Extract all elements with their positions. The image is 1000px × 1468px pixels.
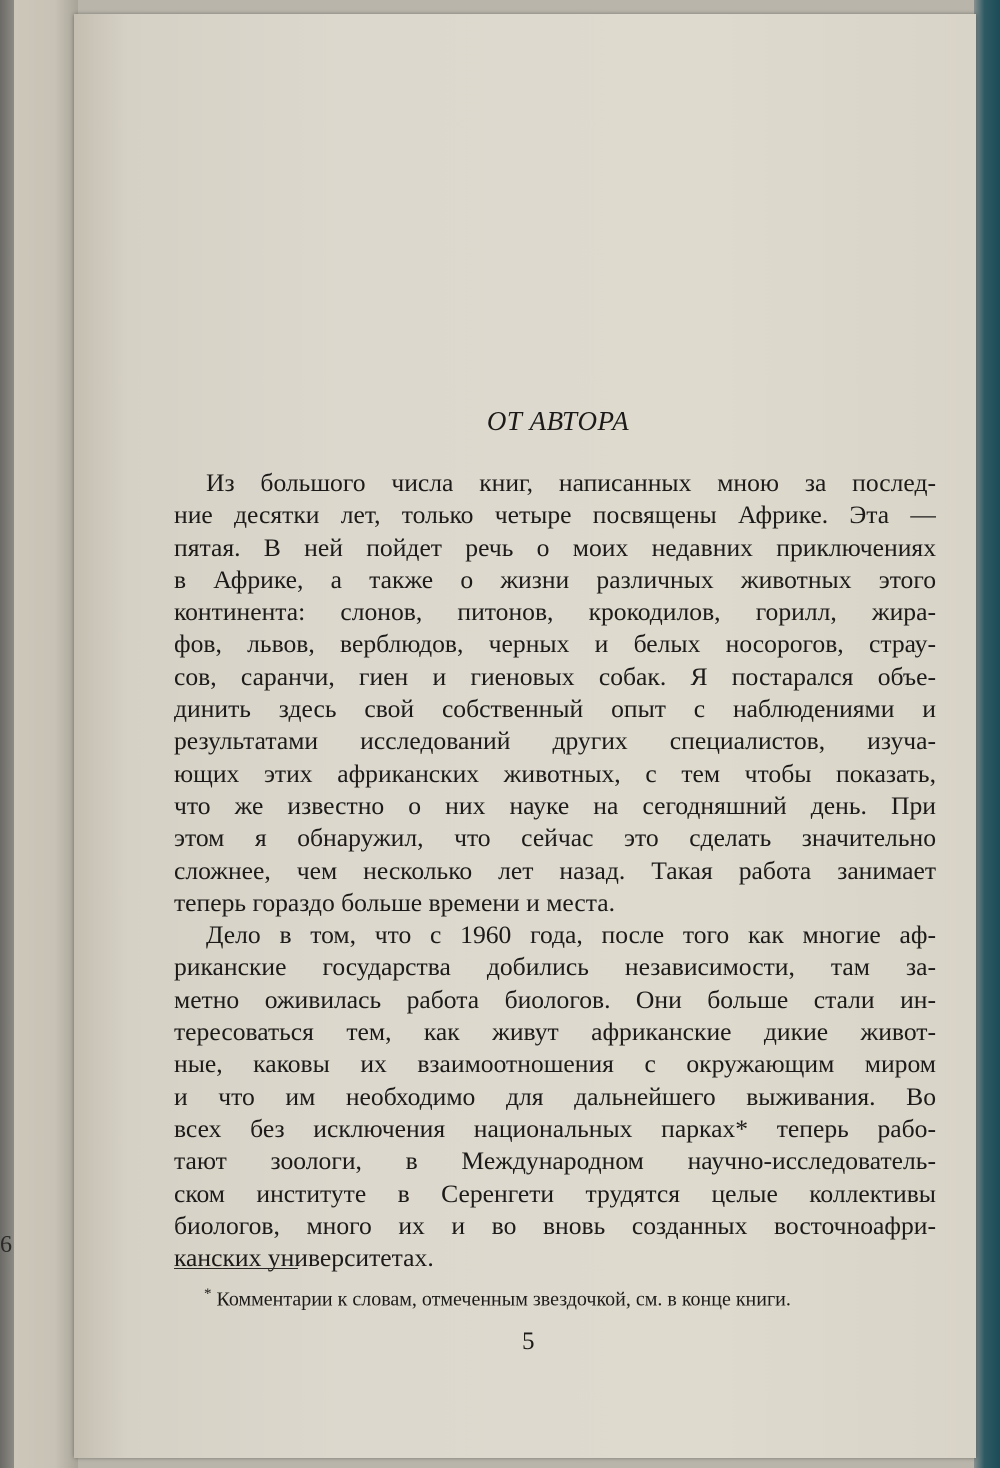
text-line: всех без исключения национальных парках* теперь рабо- [174,1113,936,1143]
text-line: ющих этих африканских животных, с тем чтобы показать, [174,758,936,788]
text-line: пятая. В ней пойдет речь о моих недавних приключениях [174,532,936,562]
text-line: что же известно о них науке на сегодняшний день. При [174,790,936,820]
text-line: и что им необходимо для дальнейшего выживания. Во [174,1081,936,1111]
right-cover-edge [974,0,1000,1468]
text-line: Дело в том, что с 1960 года, после того как многие аф- [206,920,936,950]
footnote [204,1286,791,1312]
text-line: Из большого числа книг, написанных мною за послед- [206,468,936,497]
text-line: результатами исследований других специалистов, изуча- [174,726,936,756]
footnote-text: Комментарии к словам, отмеченным звездочкой, см. в конце книги. [216,1288,791,1311]
text-line: тают зоологи, в Международном научно-исследователь- [174,1146,936,1176]
text-line: ние десятки лет, только четыре посвящены Африке. Эта — [174,500,936,530]
text-line: канских университетах. [174,1243,434,1273]
text-line: сложнее, чем несколько лет назад. Такая работа занимает [174,855,936,885]
text-line: фов, львов, верблюдов, черных и белых носорогов, страу- [174,629,936,659]
footnote-divider [174,1268,298,1269]
chapter-heading: ОТ АВТОРА [486,406,630,436]
page-content [174,406,936,1274]
book-page [74,14,976,1458]
text-line: этом я обнаружил, что сейчас это сделать значительно [174,823,936,853]
page-number: 5 [522,1328,535,1355]
text-line: метно оживилась работа биологов. Они больше стали ин- [174,984,936,1014]
text-line: биологов, много их и во вновь созданных восточноафри- [174,1210,936,1240]
paragraph-2 [174,919,936,1274]
text-line: ском институте в Серенгети трудятся целые коллективы [174,1178,936,1208]
text-line: риканские государства добились независимости, там за- [174,952,936,982]
text-line: континента: слонов, питонов, крокодилов, горилл, жира- [174,597,936,627]
footnote-marker: * [204,1286,212,1302]
text-line: динить здесь свой собственный опыт с наблюдениями и [174,694,936,724]
left-page-fragment: 6 [0,1232,12,1258]
text-line: тересоваться тем, как живут африканские дикие живот- [174,1017,936,1047]
text-line: теперь гораздо больше времени и места. [174,887,616,917]
text-line: в Африке, а также о жизни различных животных этого [174,564,936,594]
text-line: ные, каковы их взаимоотношения с окружающим миром [174,1049,936,1079]
text-line: сов, саранчи, гиен и гиеновых собак. Я постарался объе- [174,661,936,691]
paragraph-1 [174,467,936,919]
left-facing-page [0,0,78,1468]
